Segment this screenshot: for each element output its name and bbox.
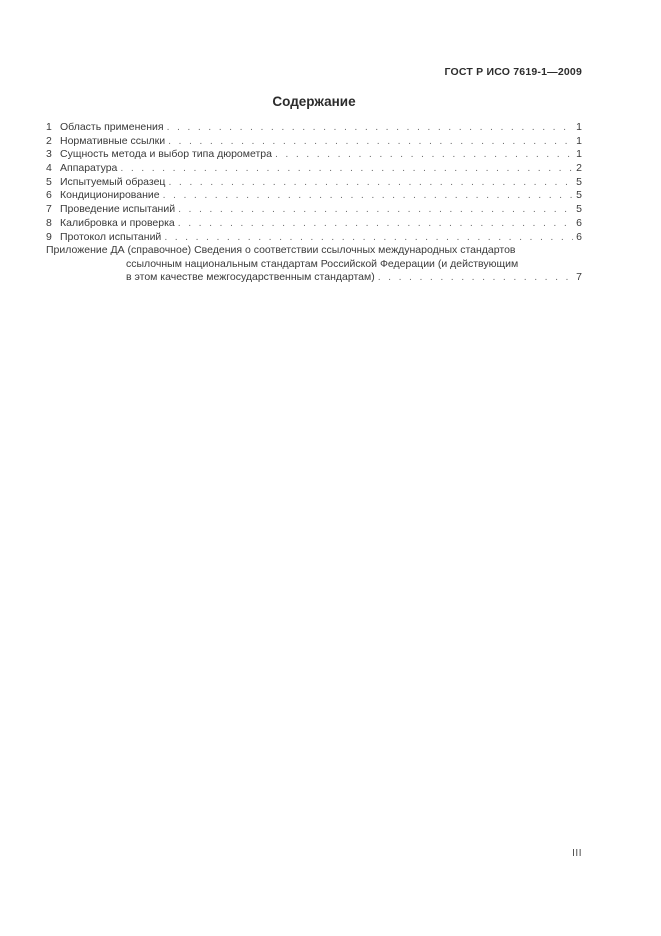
- entry-label: Проведение испытаний: [60, 203, 176, 216]
- page-footer: [46, 848, 582, 859]
- toc-entry: [46, 217, 582, 231]
- entry-label: Аппаратура: [60, 162, 118, 175]
- entry-page-number: 1: [576, 148, 582, 161]
- toc-list: [46, 121, 582, 244]
- entry-label: Калибровка и проверка: [60, 216, 175, 229]
- entry-page-number: 6: [576, 230, 582, 243]
- document-header: [46, 66, 582, 78]
- entry-label: Сущность метода и выбор типа дюрометра: [60, 148, 272, 161]
- dot-leader: [164, 231, 573, 245]
- entry-number: 5: [46, 175, 52, 188]
- toc-entry: [46, 189, 582, 203]
- entry-page-number: 6: [576, 216, 582, 229]
- toc-entry: [46, 176, 582, 190]
- toc-appendix: [46, 244, 582, 285]
- appendix-line-3: в этом качестве межгосударственным стандартам): [126, 271, 375, 284]
- toc-entry: [46, 162, 582, 176]
- entry-label: Кондиционирование: [60, 189, 160, 202]
- dot-leader: [168, 135, 573, 149]
- standard-code: ГОСТ Р ИСО 7619-1—2009: [444, 66, 582, 78]
- dot-leader: [378, 271, 573, 285]
- entry-number: 9: [46, 230, 52, 243]
- dot-leader: [275, 148, 573, 162]
- dot-leader: [178, 217, 573, 231]
- entry-number: 1: [46, 121, 52, 133]
- entry-label: Протокол испытаний: [60, 230, 162, 243]
- appendix-page-number: 7: [576, 271, 582, 284]
- entry-number: 6: [46, 189, 52, 202]
- toc-entry: [46, 231, 582, 245]
- entry-page-number: 1: [576, 121, 582, 133]
- page-title: Содержание: [272, 94, 356, 109]
- toc-entry: [46, 148, 582, 162]
- entry-number: 3: [46, 148, 52, 161]
- entry-number: 7: [46, 203, 52, 216]
- appendix-entry: [46, 271, 582, 285]
- entry-page-number: 1: [576, 134, 582, 147]
- dot-leader: [167, 121, 574, 135]
- appendix-line-1: Приложение ДА (справочное) Сведения о соответствии ссылочных международных стандартов: [46, 244, 516, 256]
- dot-leader: [168, 176, 573, 190]
- entry-label: Нормативные ссылки: [60, 134, 166, 147]
- dot-leader: [178, 203, 573, 217]
- entry-label: Испытуемый образец: [60, 175, 166, 188]
- appendix-line-2: ссылочным национальным стандартам Российской Федерации (и действующим: [126, 257, 519, 270]
- entry-page-number: 2: [576, 162, 582, 175]
- toc-entry: [46, 203, 582, 217]
- folio-page-number: III: [572, 848, 582, 859]
- entry-number: 2: [46, 134, 52, 147]
- toc-entry: [46, 121, 582, 135]
- entry-page-number: 5: [576, 175, 582, 188]
- dot-leader: [120, 162, 573, 176]
- dot-leader: [163, 189, 574, 203]
- entry-page-number: 5: [576, 189, 582, 202]
- toc-entry: [46, 135, 582, 149]
- entry-number: 4: [46, 162, 52, 175]
- entry-label: Область применения: [60, 121, 164, 133]
- entry-page-number: 5: [576, 203, 582, 216]
- entry-number: 8: [46, 216, 52, 229]
